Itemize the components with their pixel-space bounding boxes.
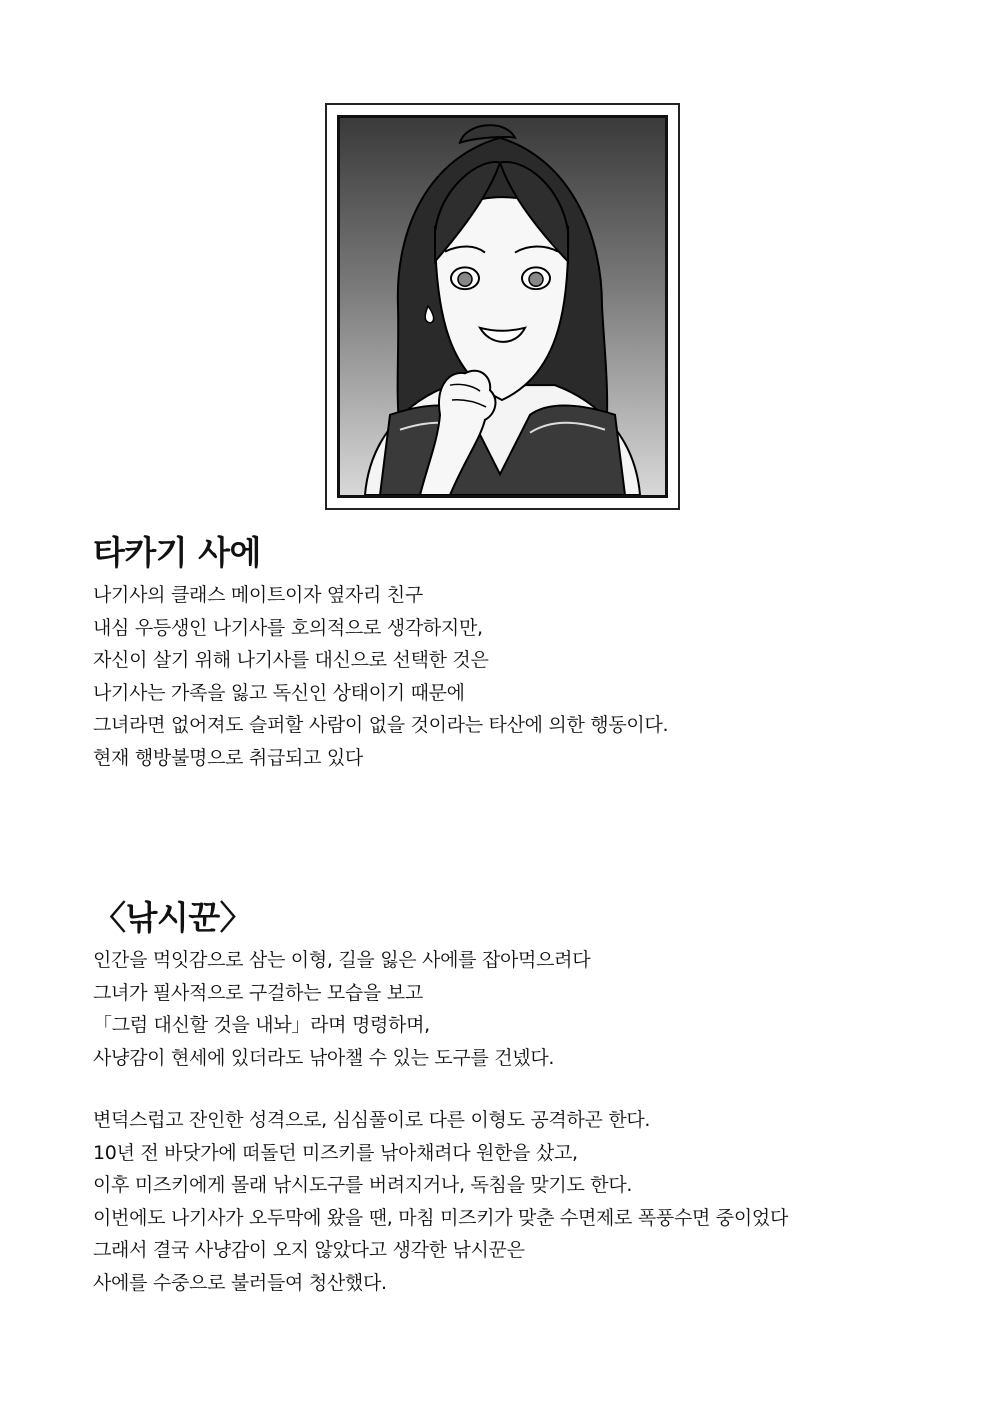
character-name-heading: 타카기 사에 [93, 533, 261, 572]
description-line: 그녀가 필사적으로 구걸하는 모습을 보고 [93, 981, 423, 1004]
description-line: 「그럼 대신할 것을 내놔」라며 명령하며, [93, 1014, 430, 1036]
description-line: 사냥감이 현세에 있더라도 낚아챌 수 있는 도구를 건넸다. [93, 1046, 555, 1069]
description-line: 자신이 살기 위해 나기사를 대신으로 선택한 것은 [93, 649, 489, 671]
portrait-illustration [340, 118, 665, 495]
paragraph-spacer [93, 1074, 953, 1104]
description-line: 나기사는 가족을 잃고 독신인 상태이기 때문에 [93, 681, 465, 704]
description-line: 사에를 수중으로 불러들여 청산했다. [93, 1271, 387, 1294]
description-line: 나기사의 클래스 메이트이자 옆자리 친구 [93, 584, 423, 606]
description-line: 이번에도 나기사가 오두막에 왔을 땐, 마침 미즈키가 맞춘 수면제로 폭풍수면 중이었다 [93, 1206, 789, 1229]
description-line: 변덕스럽고 잔인한 성격으로, 심심풀이로 다른 이형도 공격하곤 한다. [93, 1109, 651, 1131]
description-line: 그녀라면 없어져도 슬퍼할 사람이 없을 것이라는 타산에 의한 행동이다. [93, 714, 669, 736]
character-section-fisherman [93, 898, 953, 1299]
description-line: 내심 우등생인 나기사를 호의적으로 생각하지만, [93, 616, 483, 639]
description-line: 현재 행방불명으로 취급되고 있다 [93, 746, 363, 769]
description-line: 그래서 결국 사냥감이 오지 않았다고 생각한 낚시꾼은 [93, 1239, 525, 1261]
description-line: 10년 전 바닷가에 떠돌던 미즈키를 낚아채려다 원한을 샀고, [93, 1141, 578, 1164]
description-line: 이후 미즈키에게 몰래 낚시도구를 버려지거나, 독침을 맞기도 한다. [93, 1174, 633, 1196]
character-portrait [337, 115, 668, 498]
character-name-heading: 〈낚시꾼〉 [93, 898, 253, 937]
character-section-sae [93, 533, 953, 774]
character-portrait-frame [325, 103, 680, 510]
description-line: 인간을 먹잇감으로 삼는 이형, 길을 잃은 사에를 잡아먹으려다 [93, 949, 591, 971]
